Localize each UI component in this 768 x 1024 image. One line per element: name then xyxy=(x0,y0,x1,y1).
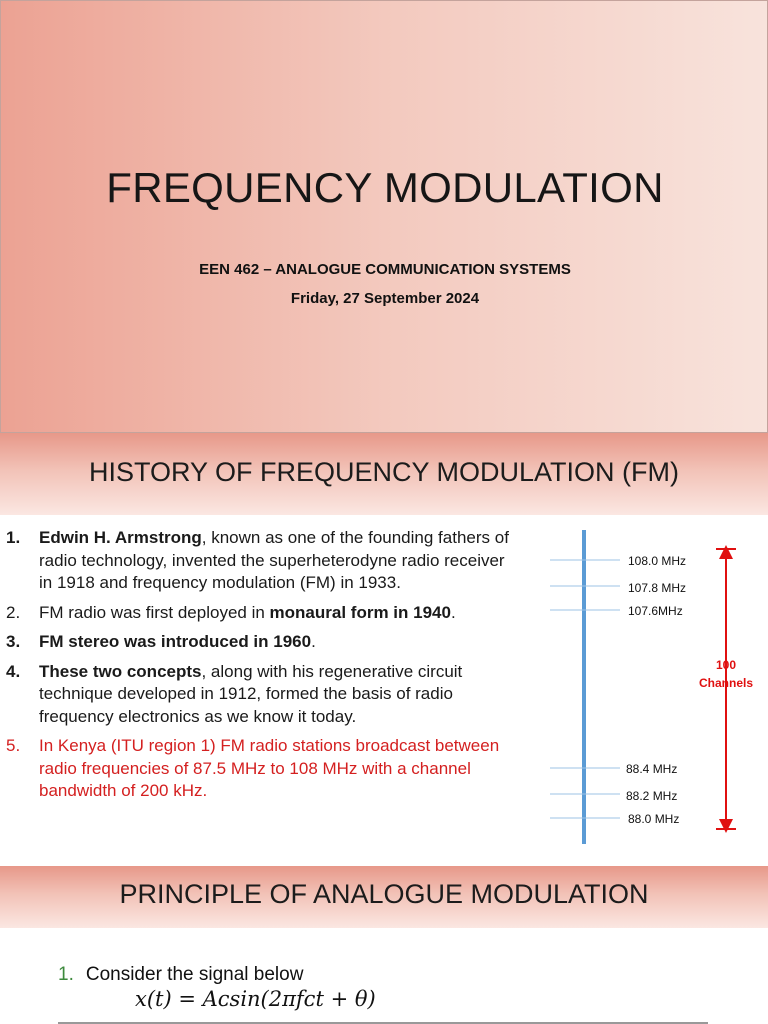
freq-label: 88.2 MHz xyxy=(626,789,678,803)
item-number: 4. xyxy=(6,661,21,681)
item-number: 1. xyxy=(58,964,74,985)
signal-equation: x(t) = Aᴄsin(2πfᴄt + θ) xyxy=(135,987,376,1011)
item-bold: FM stereo was introduced in 1960 xyxy=(39,632,312,651)
item-bold: Edwin H. Armstrong xyxy=(39,528,202,547)
item-bold: monaural form in 1940 xyxy=(269,602,451,622)
item-number: 2. xyxy=(6,602,21,622)
channels-label: Channels xyxy=(698,676,753,690)
title-slide xyxy=(0,0,768,433)
freq-label: 107.6MHz xyxy=(628,604,683,618)
item-bold: These two concepts xyxy=(39,661,202,681)
item-text: Consider the signal below xyxy=(85,964,304,985)
item-text: , known as one of the founding fathers of radio technology, invented the superheterodyne radio receiver in 1918 and frequency modulation (FM) in 1933. xyxy=(39,528,509,592)
list-item xyxy=(6,602,510,625)
frequency-diagram xyxy=(540,528,768,848)
slide-title: FREQUENCY MODULATION xyxy=(106,164,664,211)
cut-off-text xyxy=(58,1016,708,1024)
item-number: 3. xyxy=(6,632,21,651)
item-number: 1. xyxy=(6,528,21,547)
principle-header: PRINCIPLE OF ANALOGUE MODULATION xyxy=(0,866,768,928)
list-item xyxy=(6,735,510,803)
item-text: FM radio was first deployed in xyxy=(39,602,270,622)
history-header: HISTORY OF FREQUENCY MODULATION (FM) xyxy=(0,433,768,515)
list-item xyxy=(6,631,510,654)
channels-count: 100 xyxy=(715,658,737,672)
freq-label: 88.0 MHz xyxy=(628,812,680,826)
freq-label: 108.0 MHz xyxy=(628,554,687,568)
list-item xyxy=(6,661,510,729)
item-text: . xyxy=(311,632,316,651)
item-text: , along with his regenerative circuit technique developed in 1912, formed the basis of radio frequency electronics as we know it today. xyxy=(39,661,463,726)
principle-item xyxy=(58,964,303,986)
freq-label: 88.4 MHz xyxy=(626,762,678,776)
freq-label: 107.8 MHz xyxy=(628,581,687,595)
item-number: 5. xyxy=(6,736,21,755)
history-list xyxy=(6,527,510,810)
item-text: In Kenya (ITU region 1) FM radio stations broadcast between radio frequencies of 87.5 MHz to 108 MHz with a channel bandwidth of 200 kHz. xyxy=(39,736,500,800)
date-subtitle: Friday, 27 September 2024 xyxy=(290,290,480,307)
list-item xyxy=(6,527,510,595)
course-subtitle: EEN 462 – ANALOGUE COMMUNICATION SYSTEMS xyxy=(199,261,571,278)
item-text: . xyxy=(450,602,456,622)
